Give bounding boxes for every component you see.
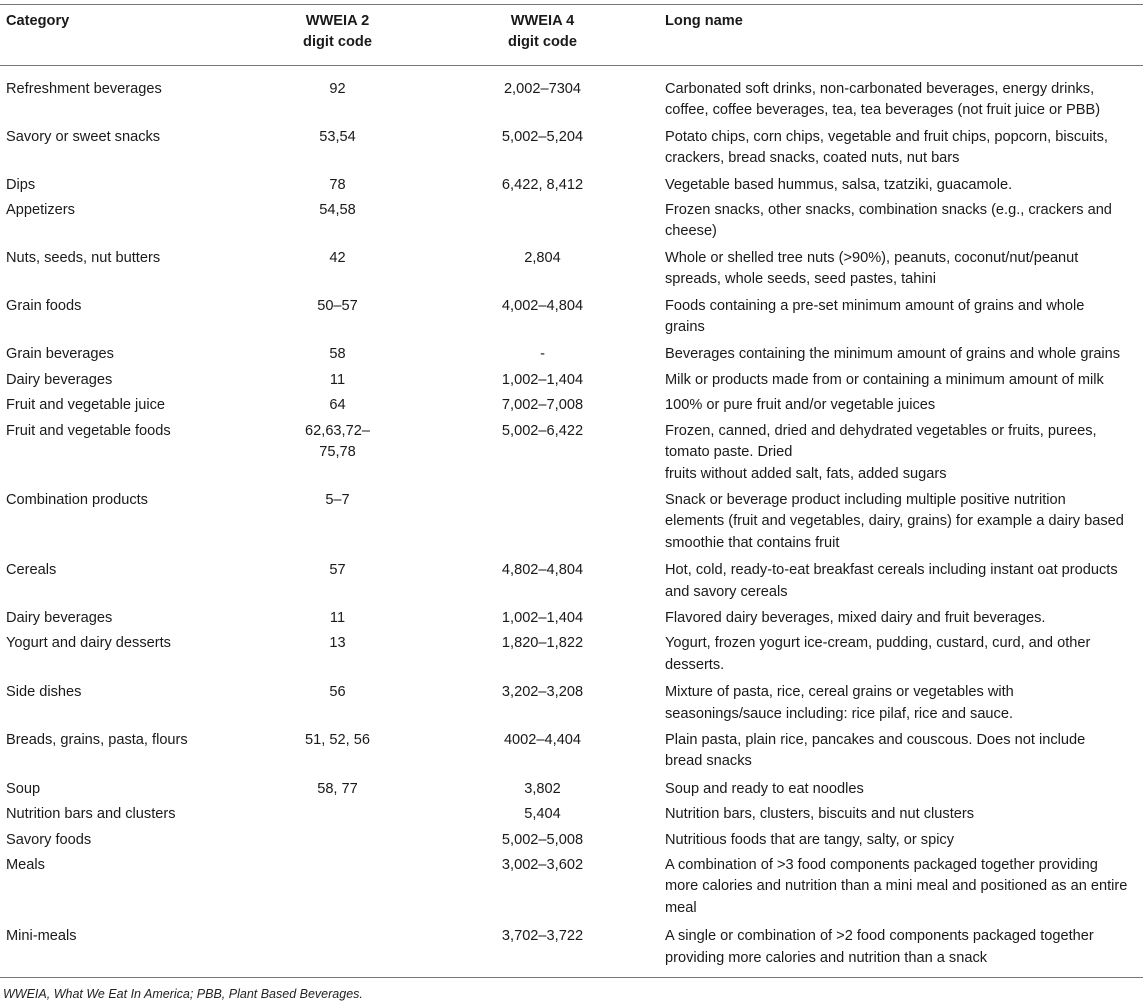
cell-wweia4-code: 2,804 <box>524 249 561 266</box>
cell-long-name <box>657 682 1143 730</box>
cell-wweia4-code <box>428 490 657 560</box>
cell-wweia2-code: 42 <box>329 249 346 266</box>
cell-category: Side dishes <box>6 684 82 701</box>
table-row <box>0 127 1143 175</box>
cell-long-name <box>657 633 1143 682</box>
cell-long-name-line: Whole or shelled tree nuts (>90%), peanuts, coconut/nut/peanut <box>665 249 1079 266</box>
table-row <box>0 682 1143 730</box>
table-row <box>0 779 1143 804</box>
table-row <box>0 804 1143 829</box>
cell-wweia4-code: 3,802 <box>524 780 561 797</box>
cell-wweia4-code: 2,002–7304 <box>503 81 582 97</box>
cell-long-name-line: coffee, coffee beverages, tea, tea beverages (not fruit juice or PBB) <box>665 102 1101 119</box>
cell-long-name <box>657 421 1143 490</box>
cell-category: Grain foods <box>6 297 82 314</box>
cell-long-name <box>657 855 1143 926</box>
table-row <box>0 66 1143 127</box>
cell-category: Dips <box>6 176 36 193</box>
cell-wweia2-code <box>247 421 428 490</box>
cell-wweia2-code: 54,58 <box>319 202 356 219</box>
cell-wweia2-code: 50–57 <box>317 297 358 314</box>
cell-long-name-line: Nutrition bars, clusters, biscuits and nut clusters <box>665 806 975 823</box>
cell-long-name-line: fruits without added salt, fats, added sugars <box>665 465 947 482</box>
cell-long-name-line: grains <box>665 319 705 336</box>
table-row <box>0 633 1143 682</box>
cell-long-name-line: Vegetable based hummus, salsa, tzatziki, guacamole. <box>665 176 1013 193</box>
cell-long-name-line: Milk or products made from or containing a minimum amount of milk <box>665 371 1104 388</box>
cell-wweia2-code: 57 <box>329 562 346 579</box>
cell-wweia2-code-line: 62,63,72– <box>305 422 370 439</box>
cell-wweia4-code: 1,002–1,404 <box>501 371 584 388</box>
table-row <box>0 200 1143 248</box>
cell-category: Meals <box>6 857 45 873</box>
cell-long-name <box>657 608 1143 633</box>
cell-wweia2-code <box>247 804 428 829</box>
cell-category: Fruit and vegetable foods <box>6 422 171 439</box>
cell-category: Mini-meals <box>0 926 247 977</box>
table-row <box>0 926 1143 977</box>
cell-wweia2-code: 51, 52, 56 <box>305 731 370 748</box>
cell-wweia2-code: 5–7 <box>325 491 350 508</box>
table-row <box>0 490 1143 560</box>
cell-long-name-line: A combination of >3 food components packaged together providing <box>665 857 1098 873</box>
cell-category: Cereals <box>6 562 57 579</box>
cell-long-name-line: 100% or pure fruit and/or vegetable juices <box>665 397 936 414</box>
cell-category: Breads, grains, pasta, flours <box>6 731 188 748</box>
header-wweia2 <box>247 5 428 66</box>
header-wweia2-line2: digit code <box>303 34 372 51</box>
cell-long-name <box>657 804 1143 829</box>
cell-long-name-line: providing more calories and nutrition than a snack <box>665 949 988 966</box>
header-long-name: Long name <box>657 5 1143 66</box>
table-row <box>0 395 1143 420</box>
cell-category: Savory or sweet snacks <box>6 128 161 145</box>
table-row <box>0 175 1143 200</box>
cell-long-name <box>657 370 1143 395</box>
cell-long-name <box>657 296 1143 345</box>
table-header-row <box>0 5 1143 66</box>
table-row <box>0 830 1143 855</box>
header-wweia4 <box>428 5 657 66</box>
cell-category: Savory foods <box>6 831 92 848</box>
cell-wweia2-code: 78 <box>329 176 346 193</box>
cell-long-name-line: Hot, cold, ready-to-eat breakfast cereals including instant oat products <box>665 562 1118 579</box>
cell-long-name-line: Nutritious foods that are tangy, salty, or spicy <box>665 831 955 848</box>
cell-long-name <box>657 490 1143 560</box>
cell-wweia4-code: 1,820–1,822 <box>501 635 584 652</box>
table-row <box>0 560 1143 608</box>
table-footnote: WWEIA, What We Eat In America; PBB, Plant Based Beverages. <box>3 987 363 1001</box>
cell-long-name <box>657 395 1143 420</box>
cell-long-name-line: tomato paste. Dried <box>665 444 793 461</box>
cell-wweia4-code <box>428 200 657 248</box>
cell-category: Yogurt and dairy desserts <box>6 635 171 652</box>
cell-category: Dairy beverages <box>6 371 113 388</box>
cell-long-name-line: and savory cereals <box>665 583 788 600</box>
cell-category: Grain beverages <box>6 346 114 363</box>
cell-category: Nutrition bars and clusters <box>6 806 176 823</box>
cell-long-name-line: seasonings/sauce including: rice pilaf, rice and sauce. <box>665 705 1014 722</box>
cell-wweia2-code <box>247 855 428 926</box>
cell-wweia4-code: 5,002–5,204 <box>501 128 584 145</box>
cell-wweia4-code: 6,422, 8,412 <box>501 176 584 193</box>
cell-wweia2-code <box>247 926 428 977</box>
header-category: Category <box>0 5 247 66</box>
cell-wweia4-code: 5,404 <box>524 806 561 823</box>
cell-wweia4-code: 3,702–3,722 <box>428 926 657 977</box>
cell-wweia2-code: 64 <box>329 397 346 414</box>
cell-category: Soup <box>6 780 41 797</box>
cell-long-name <box>657 200 1143 248</box>
cell-long-name-line: Beverages containing the minimum amount of grains and whole grains <box>665 346 1121 363</box>
cell-long-name-line: Frozen, canned, dried and dehydrated vegetables or fruits, purees, <box>665 422 1097 439</box>
table-row <box>0 608 1143 633</box>
cell-long-name-line: Mixture of pasta, rice, cereal grains or vegetables with <box>665 684 1014 701</box>
cell-category: Combination products <box>6 491 148 508</box>
cell-wweia2-code <box>247 830 428 855</box>
cell-long-name <box>657 779 1143 804</box>
cell-wweia2-code-line: 75,78 <box>319 444 356 461</box>
cell-long-name-line: bread snacks <box>665 753 752 770</box>
table-row <box>0 730 1143 779</box>
table-row <box>0 370 1143 395</box>
cell-long-name <box>657 66 1143 127</box>
cell-wweia2-code: 11 <box>329 609 346 626</box>
cell-long-name <box>657 127 1143 175</box>
cell-long-name-line: elements (fruit and vegetables, dairy, grains) for example a dairy based <box>665 513 1124 530</box>
cell-wweia2-code: 53,54 <box>319 128 356 145</box>
cell-category: Appetizers <box>6 202 75 219</box>
cell-wweia2-code: 58 <box>329 346 346 363</box>
cell-long-name <box>657 175 1143 200</box>
cell-long-name-line: meal <box>665 899 697 916</box>
header-wweia2-line1: WWEIA 2 <box>305 13 370 29</box>
cell-wweia4-code: 3,002–3,602 <box>501 857 584 873</box>
table-row <box>0 421 1143 490</box>
cell-long-name <box>657 248 1143 296</box>
cell-long-name-line: Foods containing a pre-set minimum amount of grains and whole <box>665 297 1085 314</box>
cell-wweia4-code: 3,202–3,208 <box>501 684 584 701</box>
cell-wweia4-code: 5,002–6,422 <box>501 422 584 439</box>
cell-long-name-line: Soup and ready to eat noodles <box>665 780 864 797</box>
cell-category: Refreshment beverages <box>6 81 162 97</box>
cell-long-name-line: Snack or beverage product including multiple positive nutrition <box>665 491 1066 508</box>
cell-long-name-line: Flavored dairy beverages, mixed dairy and fruit beverages. <box>665 609 1046 626</box>
header-wweia4-line2: digit code <box>508 34 577 51</box>
cell-wweia4-code: - <box>540 346 545 363</box>
cell-wweia2-code: 13 <box>329 635 346 652</box>
cell-wweia4-code: 7,002–7,008 <box>501 397 584 414</box>
table-row <box>0 855 1143 926</box>
cell-wweia2-code: 92 <box>329 81 346 97</box>
cell-long-name-line: crackers, bread snacks, coated nuts, nut bars <box>665 150 960 167</box>
cell-wweia2-code: 11 <box>329 371 346 388</box>
cell-long-name-line: spreads, whole seeds, seed pastes, tahini <box>665 271 936 288</box>
cell-category: Fruit and vegetable juice <box>6 397 166 414</box>
cell-long-name-line: Plain pasta, plain rice, pancakes and couscous. Does not include <box>665 731 1086 748</box>
cell-wweia4-code: 4,802–4,804 <box>501 562 584 579</box>
cell-wweia4-code: 5,002–5,008 <box>501 831 584 848</box>
cell-long-name <box>657 926 1143 977</box>
cell-long-name <box>657 730 1143 779</box>
cell-long-name-line: Frozen snacks, other snacks, combination snacks (e.g., crackers and <box>665 202 1112 219</box>
table-row <box>0 344 1143 369</box>
cell-long-name <box>657 830 1143 855</box>
table-row <box>0 248 1143 296</box>
cell-long-name-line: A single or combination of >2 food components packaged together <box>665 928 1094 945</box>
cell-long-name <box>657 344 1143 369</box>
cell-category: Nuts, seeds, nut butters <box>6 249 161 266</box>
cell-long-name-line: desserts. <box>665 656 725 673</box>
cell-wweia4-code: 4002–4,404 <box>503 731 582 748</box>
cell-long-name-line: Yogurt, frozen yogurt ice-cream, pudding, custard, curd, and other <box>665 635 1091 652</box>
cell-long-name-line: cheese) <box>665 223 717 240</box>
cell-wweia2-code: 58, 77 <box>317 780 358 797</box>
cell-wweia2-code: 56 <box>329 684 346 701</box>
cell-long-name-line: smoothie that contains fruit <box>665 534 840 551</box>
wweia-category-table <box>0 4 1143 978</box>
cell-category: Dairy beverages <box>6 609 113 626</box>
cell-long-name-line: Carbonated soft drinks, non-carbonated beverages, energy drinks, <box>665 81 1095 97</box>
table-body <box>0 66 1143 978</box>
cell-long-name <box>657 560 1143 608</box>
cell-long-name-line: Potato chips, corn chips, vegetable and fruit chips, popcorn, biscuits, <box>665 128 1108 145</box>
cell-wweia4-code: 4,002–4,804 <box>501 297 584 314</box>
cell-long-name-line: more calories and nutrition than a mini meal and positioned as an entire <box>665 878 1128 895</box>
table-row <box>0 296 1143 345</box>
cell-wweia4-code: 1,002–1,404 <box>501 609 584 626</box>
header-wweia4-line1: WWEIA 4 <box>510 13 575 29</box>
